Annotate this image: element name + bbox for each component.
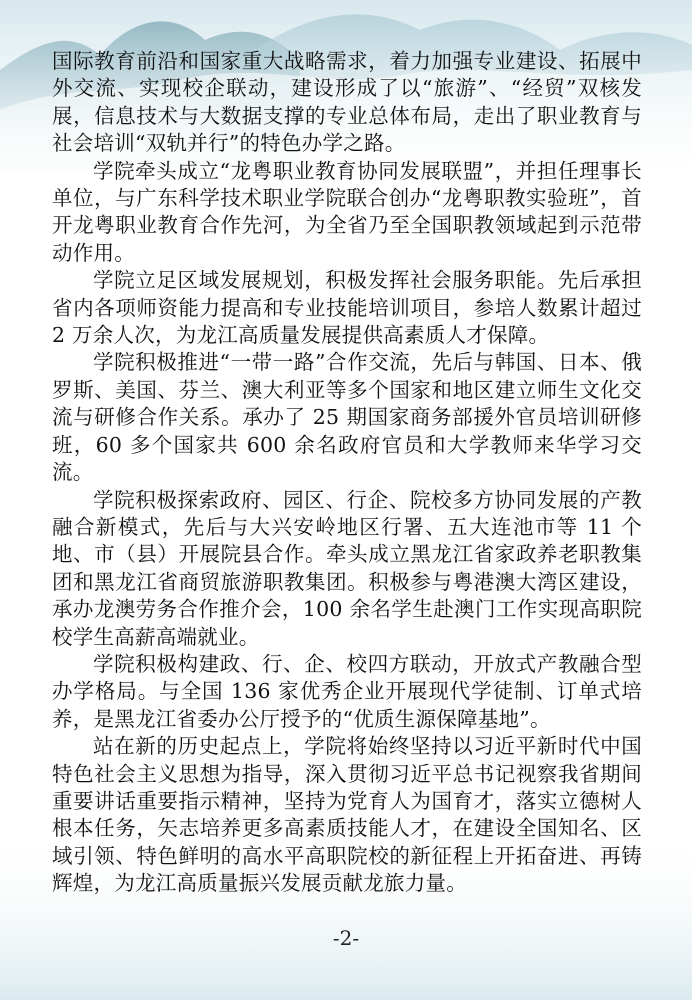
paragraph-four-party: 学院积极构建政、行、企、校四方联动，开放式产教融合型办学格局。与全国 136 家优秀企业开展现代学徒制、订单式培养，是黑龙江省委办公厅授予的“优质生源保障基地”。 (52, 651, 642, 731)
paragraph-belt-and-road: 学院积极推进“一带一路”合作交流，先后与韩国、日本、俄罗斯、美国、芬兰、澳大利亚等多个国家和地区建立师生文化交流与研修合作关系。承办了 25 期国家商务部援外官员培训研修班，60 多个国家共 600 余名政府官员和大学教师来华学习交流。 (52, 350, 642, 485)
paragraph-new-era: 站在新的历史起点上，学院将始终坚持以习近平新时代中国特色社会主义思想为指导，深入贯彻习近平总书记视察我省期间重要讲话重要指示精神，坚持为党育人为国育才，落实立德树人根本任务，矢志培养更多高素质技能人才，在建设全国知名、区域引领、特色鲜明的高水平高职院校的新征程上开拓奋进、再铸辉煌，为龙江高质量振兴发展贡献龙旅力量。 (52, 734, 642, 896)
paragraph-continued: 国际教育前沿和国家重大战略需求，着力加强专业建设、拓展中外交流、实现校企联动，建设形成了以“旅游”、“经贸”双核发展，信息技术与大数据支撑的专业总体布局，走出了职业教育与社会培训“双轨并行”的特色办学之路。 (52, 49, 642, 156)
paragraph-social-service: 学院立足区域发展规划，积极发挥社会服务职能。先后承担省内各项师资能力提高和专业技能培训项目，参培人数累计超过 2 万余人次，为龙江高质量发展提供高素质人才保障。 (52, 268, 642, 348)
paragraph-alliance: 学院牵头成立“龙粤职业教育协同发展联盟”，并担任理事长单位，与广东科学技术职业学院联合创办“龙粤职教实验班”，首开龙粤职业教育合作先河，为全省乃至全国职教领域起到示范带动作用。 (52, 158, 642, 265)
paragraph-industry-education: 学院积极探索政府、园区、行企、院校多方协同发展的产教融合新模式，先后与大兴安岭地区行署、五大连池市等 11 个地、市（县）开展院县合作。牵头成立黑龙江省家政养老职教集团和黑龙江省商贸旅游职教集团。积极参与粤港澳大湾区建设，承办龙澳劳务合作推介会，100 余名学生赴澳门工作实现高职院校学生高薪高端就业。 (52, 487, 642, 649)
body-text (52, 48, 642, 898)
page-number: -2- (332, 926, 360, 950)
